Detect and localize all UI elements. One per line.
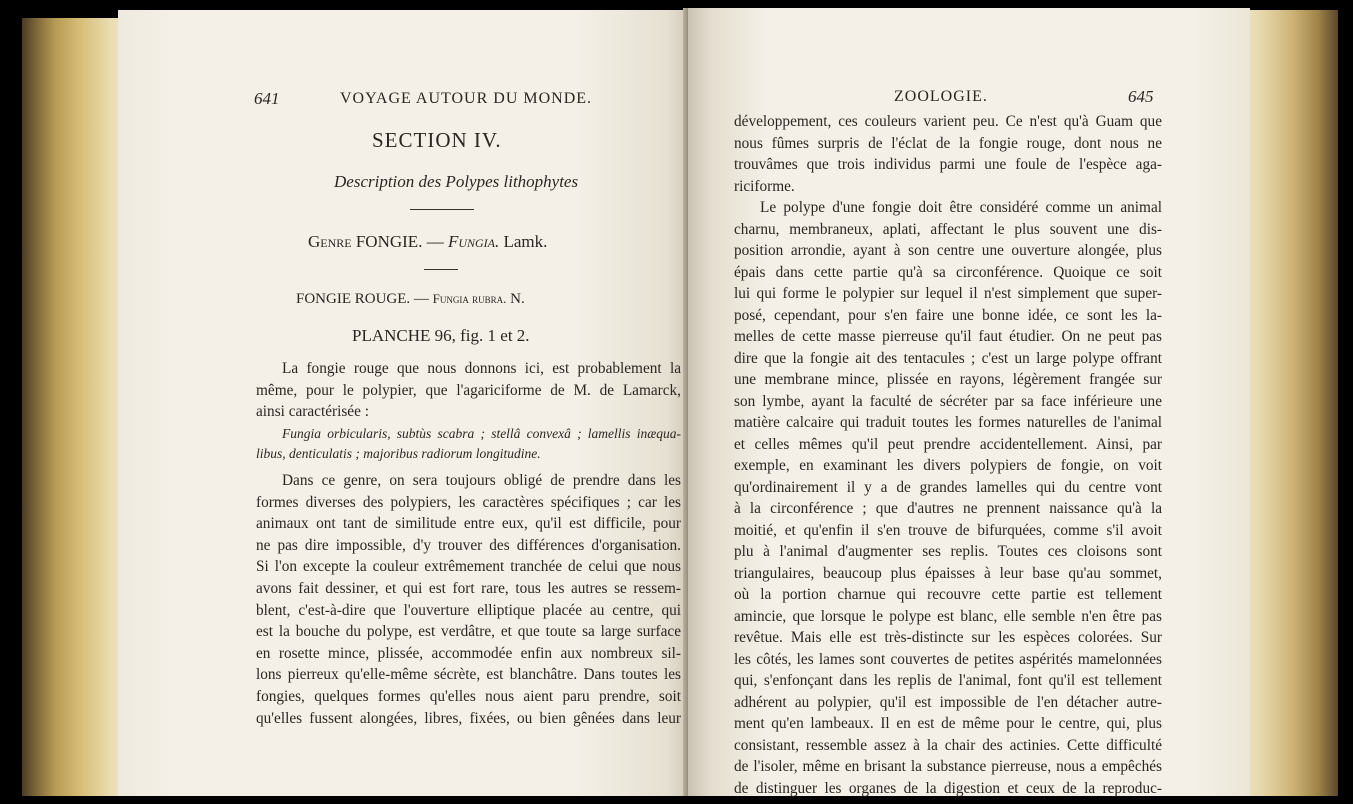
latin-description — [256, 424, 681, 464]
genus-name: Genre FONGIE. — — [308, 232, 444, 251]
text-line: consistant, ressemble assez à la chair des actinies. Cette difficulté — [734, 736, 1162, 754]
text-line: ment qu'en lambeaux. Il en est de même pour le centre, qui, plus — [734, 715, 1162, 732]
text-line: ainsi caractérisée : — [256, 403, 369, 421]
text-line: melles de cette masse pierreuse qu'il faut étudier. On ne peut pas — [734, 328, 1162, 345]
text-line: développement, ces couleurs varient peu. Ce n'est qu'à Guam que — [734, 113, 1162, 130]
text-line: triangulaires, beaucoup plus épaisses à leur base qu'au sommet, — [734, 564, 1162, 582]
left-page-number: 641 — [254, 89, 280, 108]
text-line: les côtés, les lames sont couvertes de petites aspérités mamelonnées — [734, 650, 1162, 668]
text-line: en rosette mince, plissée, accommodée enfin aux nombreux sil- — [256, 644, 681, 662]
right-running-head: ZOOLOGIE. — [894, 88, 988, 105]
text-line: son lymbe, ayant la faculté de sécréter par sa face inférieure une — [734, 392, 1162, 410]
text-line: revêtue. Mais elle est très-distincte sur les espèces colorées. Sur — [734, 629, 1162, 646]
text-line: fongies, quelques formes qu'elles nous aient paru prendre, soit — [256, 687, 681, 705]
text-line: Dans ce genre, on sera toujours obligé de prendre dans les — [282, 472, 681, 489]
genus-authority: Lamk. — [503, 232, 548, 251]
text-line: une membrane mince, plissée en rayons, légèrement frangée sur — [734, 371, 1162, 388]
text-line: est la bouche du polype, est verdâtre, et que toute sa large surface — [256, 623, 681, 641]
section-subtitle: Description des Polypes lithophytes — [334, 172, 579, 191]
right-page-number: 645 — [1128, 87, 1154, 106]
text-line: animaux ont tant de similitude entre eux, qu'il est difficile, pour — [256, 515, 681, 533]
text-line: qu'elles fussent alongées, libres, fixées, ou bien gênées dans leur — [256, 709, 681, 727]
species-latin: Fungia rubra. — [432, 291, 507, 306]
section-title: SECTION IV. — [372, 128, 502, 152]
left-running-head: VOYAGE AUTOUR DU MONDE. — [340, 90, 593, 107]
left-page — [118, 10, 690, 796]
text-line: amincie, que lorsque le polype est blanc, elle semble n'en être pas — [734, 607, 1162, 625]
text-line: où la portion charnue qui recouvre cette partie est tellement — [734, 586, 1162, 603]
species-heading — [296, 291, 525, 308]
right-text-block — [734, 111, 1162, 799]
text-line: adhérent au polypier, qu'il est impossible de l'en détacher autre- — [734, 693, 1162, 711]
text-line: moitié, et qu'enfin il s'en trouve de bifurquées, comme s'il avoit — [734, 521, 1162, 539]
text-line: formes diverses des polypiers, les caractères spécifiques ; car les — [256, 493, 681, 511]
plate-reference: PLANCHE 96, fig. 1 et 2. — [352, 326, 530, 345]
text-line: La fongie rouge que nous donnons ici, est probablement la — [282, 360, 681, 377]
text-line: plu à l'animal d'augmenter ses replis. Toutes ces cloisons sont — [734, 543, 1162, 560]
right-page — [688, 8, 1250, 796]
text-line: dire que la fongie ait des tentacules ; c'est un large polype offrant — [734, 349, 1162, 367]
text-line: épais dans cette partie qu'à sa circonférence. Quoique ce soit — [734, 263, 1162, 281]
divider — [410, 209, 474, 210]
text-line: qu'ordinairement il y a de grandes lamelles qui du centre vont — [734, 478, 1162, 496]
text-line: de l'isoler, même en brisant la substance pierreuse, nous a empêchés — [734, 758, 1162, 775]
text-line: position arrondie, ayant à son centre une ouverture alongée, plus — [734, 242, 1162, 259]
text-line: exemple, en examinant les divers polypiers de fongie, on voit — [734, 457, 1162, 474]
text-line: lons pierreux qu'elle-même sécrète, est blanchâtre. Dans toutes les — [256, 666, 681, 684]
divider — [424, 269, 458, 270]
text-line: Le polype d'une fongie doit être considéré comme un animal — [760, 199, 1162, 216]
text-line: nous fûmes surpris de l'éclat de la fongie rouge, dont nous ne — [734, 134, 1162, 152]
text-line: avons fait dessiner, et qui est fort rare, tous les autres se ressem- — [256, 579, 681, 597]
text-line: de distinguer les organes de la digestion et ceux de la reproduc- — [734, 779, 1162, 797]
text-line: qui, s'enfonçant dans les replis de l'animal, font qu'il est tellement — [734, 672, 1162, 689]
text-line: à la circonférence ; que d'autres ne prennent naissance qu'à la — [734, 500, 1162, 517]
text-line: libus, denticulatis ; majoribus radiorum longitudine. — [256, 446, 541, 461]
right-page-edges — [1238, 10, 1338, 796]
species-authority: N. — [510, 291, 525, 307]
text-line: trouvâmes que trois individus parmi une foule de l'espèce aga- — [734, 156, 1162, 173]
text-line: lui qui forme le polypier sur lequel il n'est simplement que super- — [734, 285, 1162, 302]
genus-latin: Fungia. — [447, 232, 500, 251]
text-line: Fungia orbicularis, subtùs scabra ; stellâ convexâ ; lamellis inæqua- — [282, 426, 681, 441]
intro-paragraph — [256, 358, 681, 423]
text-line: ne pas dire impossible, d'y trouver des différences d'organisation. — [256, 536, 681, 554]
genus-heading — [308, 232, 547, 252]
main-paragraph — [256, 470, 681, 729]
text-line: charnu, membraneux, aplati, affectant le plus souvent une dis- — [734, 220, 1162, 238]
species-name: FONGIE ROUGE. — — [296, 291, 429, 307]
left-page-edges — [22, 18, 132, 796]
text-line: et celles mêmes qu'il peut prendre accidentellement. Ainsi, par — [734, 435, 1162, 453]
text-line: riciforme. — [734, 177, 795, 195]
text-line: blent, c'est-à-dire que l'ouverture elliptique placée au centre, qui — [256, 601, 681, 619]
text-line: même, pour le polypier, que l'agariciforme de M. de Lamarck, — [256, 381, 681, 399]
text-line: matière calcaire qui traduit toutes les formes naturelles de l'animal — [734, 414, 1162, 431]
text-line: posé, cependant, pour s'en faire une bonne idée, ce sont les la- — [734, 306, 1162, 324]
text-line: Si l'on excepte la couleur extrêmement tranchée de celui que nous — [256, 558, 681, 576]
